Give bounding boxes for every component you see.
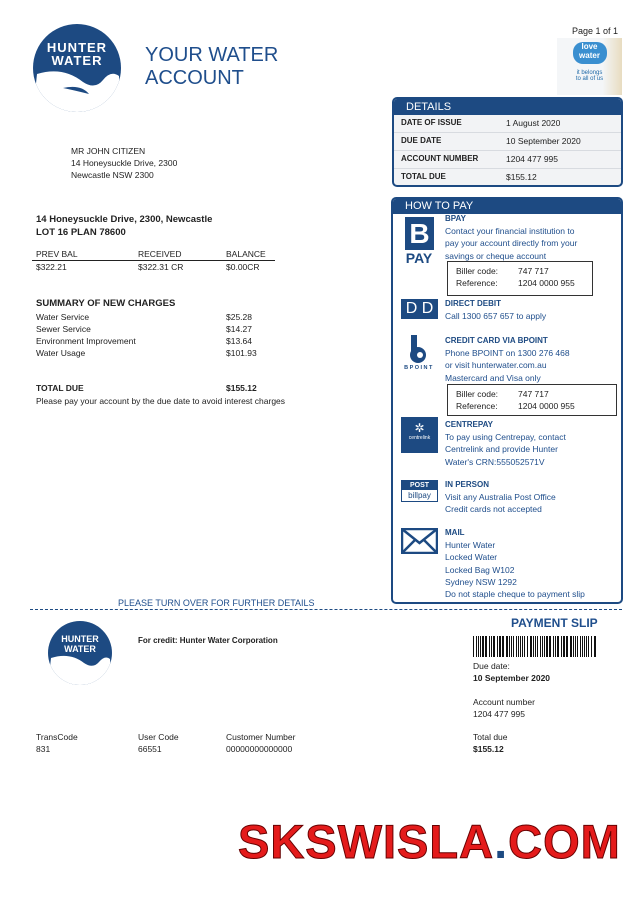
centrelink-icon: ✲ centrelink [401, 417, 438, 453]
barcode-bar [491, 636, 492, 657]
turn-over-notice: PLEASE TURN OVER FOR FURTHER DETAILS [118, 598, 315, 608]
dd-title: DIRECT DEBIT [445, 299, 501, 308]
reference-label: Reference: [456, 278, 498, 288]
details-label: DUE DATE [401, 136, 442, 145]
bpay-title: BPAY [445, 214, 466, 223]
details-label: ACCOUNT NUMBER [401, 154, 479, 163]
barcode-bar [506, 636, 508, 657]
balance-header-prev: PREV BAL [36, 249, 78, 259]
centrepay-text: Centrelink and provide Hunter [445, 444, 558, 455]
bpay-text: pay your account directly from your [445, 238, 578, 249]
barcode-bar [524, 636, 525, 657]
page-title: ACCOUNT [145, 67, 244, 89]
charge-value: $13.64 [226, 336, 252, 346]
barcode-bar [513, 636, 514, 657]
biller-label: Biller code: [456, 389, 499, 399]
payment-slip-title: PAYMENT SLIP [511, 616, 598, 630]
barcode-bar [546, 636, 548, 657]
barcode-bar [511, 636, 512, 657]
bpay-text: savings or cheque account [445, 250, 547, 261]
details-value: 1 August 2020 [506, 118, 561, 128]
barcode-bar [527, 636, 528, 657]
reference-label: Reference: [456, 401, 498, 411]
logo-text: HUNTER [46, 40, 108, 55]
bpoint-icon [399, 335, 439, 375]
dd-text: Call 1300 657 657 to apply [445, 311, 547, 322]
in_person-text: Visit any Australia Post Office [445, 492, 556, 503]
divider [32, 260, 275, 261]
barcode-bar [489, 636, 490, 657]
barcode-bar [509, 636, 510, 657]
bpoint-text: or visit hunterwater.com.au [445, 360, 547, 371]
prev-balance: $322.21 [36, 262, 67, 272]
centrepay-text: To pay using Centrepay, contact [445, 432, 566, 443]
details-value: 1204 477 995 [506, 154, 558, 164]
promo-text: to all of us [575, 76, 604, 82]
envelope-icon [401, 528, 438, 554]
tear-line [30, 609, 622, 610]
mail-text: Locked Bag W102 [445, 564, 515, 575]
interest-note: Please pay your account by the due date to avoid interest charges [36, 396, 286, 406]
bpay-icon-text: PAY [405, 250, 433, 266]
mail-text: Do not staple cheque to payment slip [445, 589, 585, 600]
watermark: SKSWISLA.COM [238, 815, 621, 868]
logo-text: HUNTER [61, 634, 99, 644]
barcode-bar [502, 636, 504, 657]
slip-account-label: Account number [473, 697, 535, 707]
for-credit: For credit: Hunter Water Corporation [138, 636, 278, 645]
barcode-bar [482, 636, 484, 657]
barcode-bar [580, 636, 581, 657]
barcode-bar [544, 636, 545, 657]
bpay-biller-box [447, 261, 593, 296]
details-label: TOTAL DUE [401, 172, 446, 181]
barcode-bar [520, 636, 521, 657]
barcode-bar [518, 636, 519, 657]
charge-label: Environment Improvement [36, 336, 136, 346]
barcode-bar [575, 636, 576, 657]
slip-account-number: 1204 477 995 [473, 709, 525, 719]
divider [394, 168, 621, 169]
total-due-value: $155.12 [226, 383, 257, 393]
barcode-bar [522, 636, 523, 657]
details-title: DETAILS [394, 99, 621, 115]
barcode-bar [594, 636, 596, 657]
details-label: DATE OF ISSUE [401, 118, 462, 127]
charge-label: Sewer Service [36, 324, 91, 334]
billpay-icon-text: billpay [408, 491, 431, 500]
bpoint-text: Mastercard and Visa only [445, 372, 541, 383]
biller-label: Biller code: [456, 266, 499, 276]
barcode-bar [584, 636, 585, 657]
barcode-bar [586, 636, 587, 657]
barcode-bar [553, 636, 554, 657]
promo-text: love [581, 42, 598, 51]
promo-text: water [579, 51, 600, 60]
in_person-text: Credit cards not accepted [445, 504, 542, 515]
barcode-bar [530, 636, 532, 657]
barcode-bar [591, 636, 592, 657]
details-box [392, 97, 623, 187]
bpoint-icon-text: BPOINT [404, 365, 434, 371]
barcode-bar [485, 636, 487, 657]
barcode-bar [570, 636, 572, 657]
barcode-bar [540, 636, 541, 657]
slip-total-label: Total due [473, 732, 508, 742]
barcode-bar [473, 636, 474, 657]
slip-code-value: 66551 [138, 744, 162, 754]
how-to-pay-box [391, 197, 623, 604]
post-billpay-icon [401, 480, 438, 502]
charge-label: Water Service [36, 312, 90, 322]
centrepay-title: CENTREPAY [445, 420, 494, 429]
slip-code-label: TransCode [36, 732, 78, 742]
slip-code-value: 00000000000000 [226, 744, 293, 754]
in-person-title: IN PERSON [445, 480, 490, 489]
promo-text: it belongs [576, 70, 603, 76]
love-water-promo [557, 38, 622, 95]
reference-number: 1204 0000 955 [518, 401, 575, 411]
barcode-bar [582, 636, 583, 657]
charge-value: $14.27 [226, 324, 252, 334]
logo-text: WATER [51, 53, 103, 68]
barcode-bar [549, 636, 551, 657]
balance-header-received: RECEIVED [138, 249, 182, 259]
barcode-bar [588, 636, 589, 657]
bpay-text: Contact your financial institution to [445, 226, 575, 237]
mail-text: Hunter Water [445, 540, 496, 551]
wave-icon [48, 621, 112, 685]
barcode-bar [476, 636, 477, 657]
property-lot: LOT 16 PLAN 78600 [36, 227, 126, 238]
customer-name: MR JOHN CITIZEN [71, 146, 146, 156]
details-value: 10 September 2020 [506, 136, 581, 146]
slip-logo [48, 621, 112, 685]
mail-text: Locked Water [445, 552, 498, 563]
slip-code-value: 831 [36, 744, 51, 754]
property-address: 14 Honeysuckle Drive, 2300, Newcastle [36, 214, 213, 225]
biller-code: 747 717 [518, 266, 549, 276]
charge-value: $25.28 [226, 312, 252, 322]
barcode-bar [478, 636, 479, 657]
how-to-pay-title: HOW TO PAY [393, 199, 621, 214]
balance: $0.00CR [226, 262, 260, 272]
barcode-bar [480, 636, 481, 657]
barcode [473, 636, 598, 657]
details-value: $155.12 [506, 172, 537, 182]
barcode-bar [561, 636, 562, 657]
post-icon-text: POST [402, 481, 437, 490]
barcode-bar [533, 636, 534, 657]
slip-due-date: 10 September 2020 [473, 673, 551, 683]
bpoint-title: CREDIT CARD VIA BPOINT [445, 336, 548, 345]
barcode-bar [537, 636, 538, 657]
barcode-bar [542, 636, 543, 657]
centrelink-icon-text: centrelink [408, 435, 431, 441]
barcode-bar [497, 636, 498, 657]
slip-code-label: Customer Number [226, 732, 296, 742]
mail-title: MAIL [445, 528, 465, 537]
reference-number: 1204 0000 955 [518, 278, 575, 288]
barcode-bar [563, 636, 565, 657]
barcode-bar [499, 636, 501, 657]
mail-text: Sydney NSW 1292 [445, 576, 517, 587]
customer-address: Newcastle NSW 2300 [71, 170, 154, 180]
barcode-bar [535, 636, 536, 657]
logo-text: WATER [64, 644, 96, 654]
slip-total-due: $155.12 [473, 744, 504, 754]
barcode-bar [573, 636, 574, 657]
barcode-bar [516, 636, 517, 657]
total-due-label: TOTAL DUE [36, 383, 84, 393]
bpoint-text: Phone BPOINT on 1300 276 468 [445, 348, 570, 359]
bpoint-biller-box [447, 384, 617, 416]
divider [394, 132, 621, 133]
page-title: YOUR WATER [145, 44, 279, 66]
slip-due-label: Due date: [473, 661, 510, 671]
wave-icon [33, 24, 121, 112]
barcode-bar [577, 636, 578, 657]
barcode-bar [493, 636, 495, 657]
hunter-water-logo [33, 24, 121, 112]
barcode-bar [555, 636, 556, 657]
page-number: Page 1 of 1 [572, 26, 619, 36]
received: $322.31 CR [138, 262, 184, 272]
biller-code: 747 717 [518, 389, 549, 399]
barcode-bar [557, 636, 559, 657]
divider [394, 150, 621, 151]
balance-header-balance: BALANCE [226, 249, 266, 259]
centrepay-text: Water's CRN:555052571V [445, 456, 545, 467]
charge-label: Water Usage [36, 348, 86, 358]
direct-debit-icon: D D [401, 299, 438, 319]
slip-code-label: User Code [138, 732, 179, 742]
barcode-bar [566, 636, 568, 657]
customer-address: 14 Honeysuckle Drive, 2300 [71, 158, 178, 168]
charge-value: $101.93 [226, 348, 257, 358]
summary-title: SUMMARY OF NEW CHARGES [36, 298, 176, 309]
bpay-icon: B PAY [401, 217, 437, 265]
